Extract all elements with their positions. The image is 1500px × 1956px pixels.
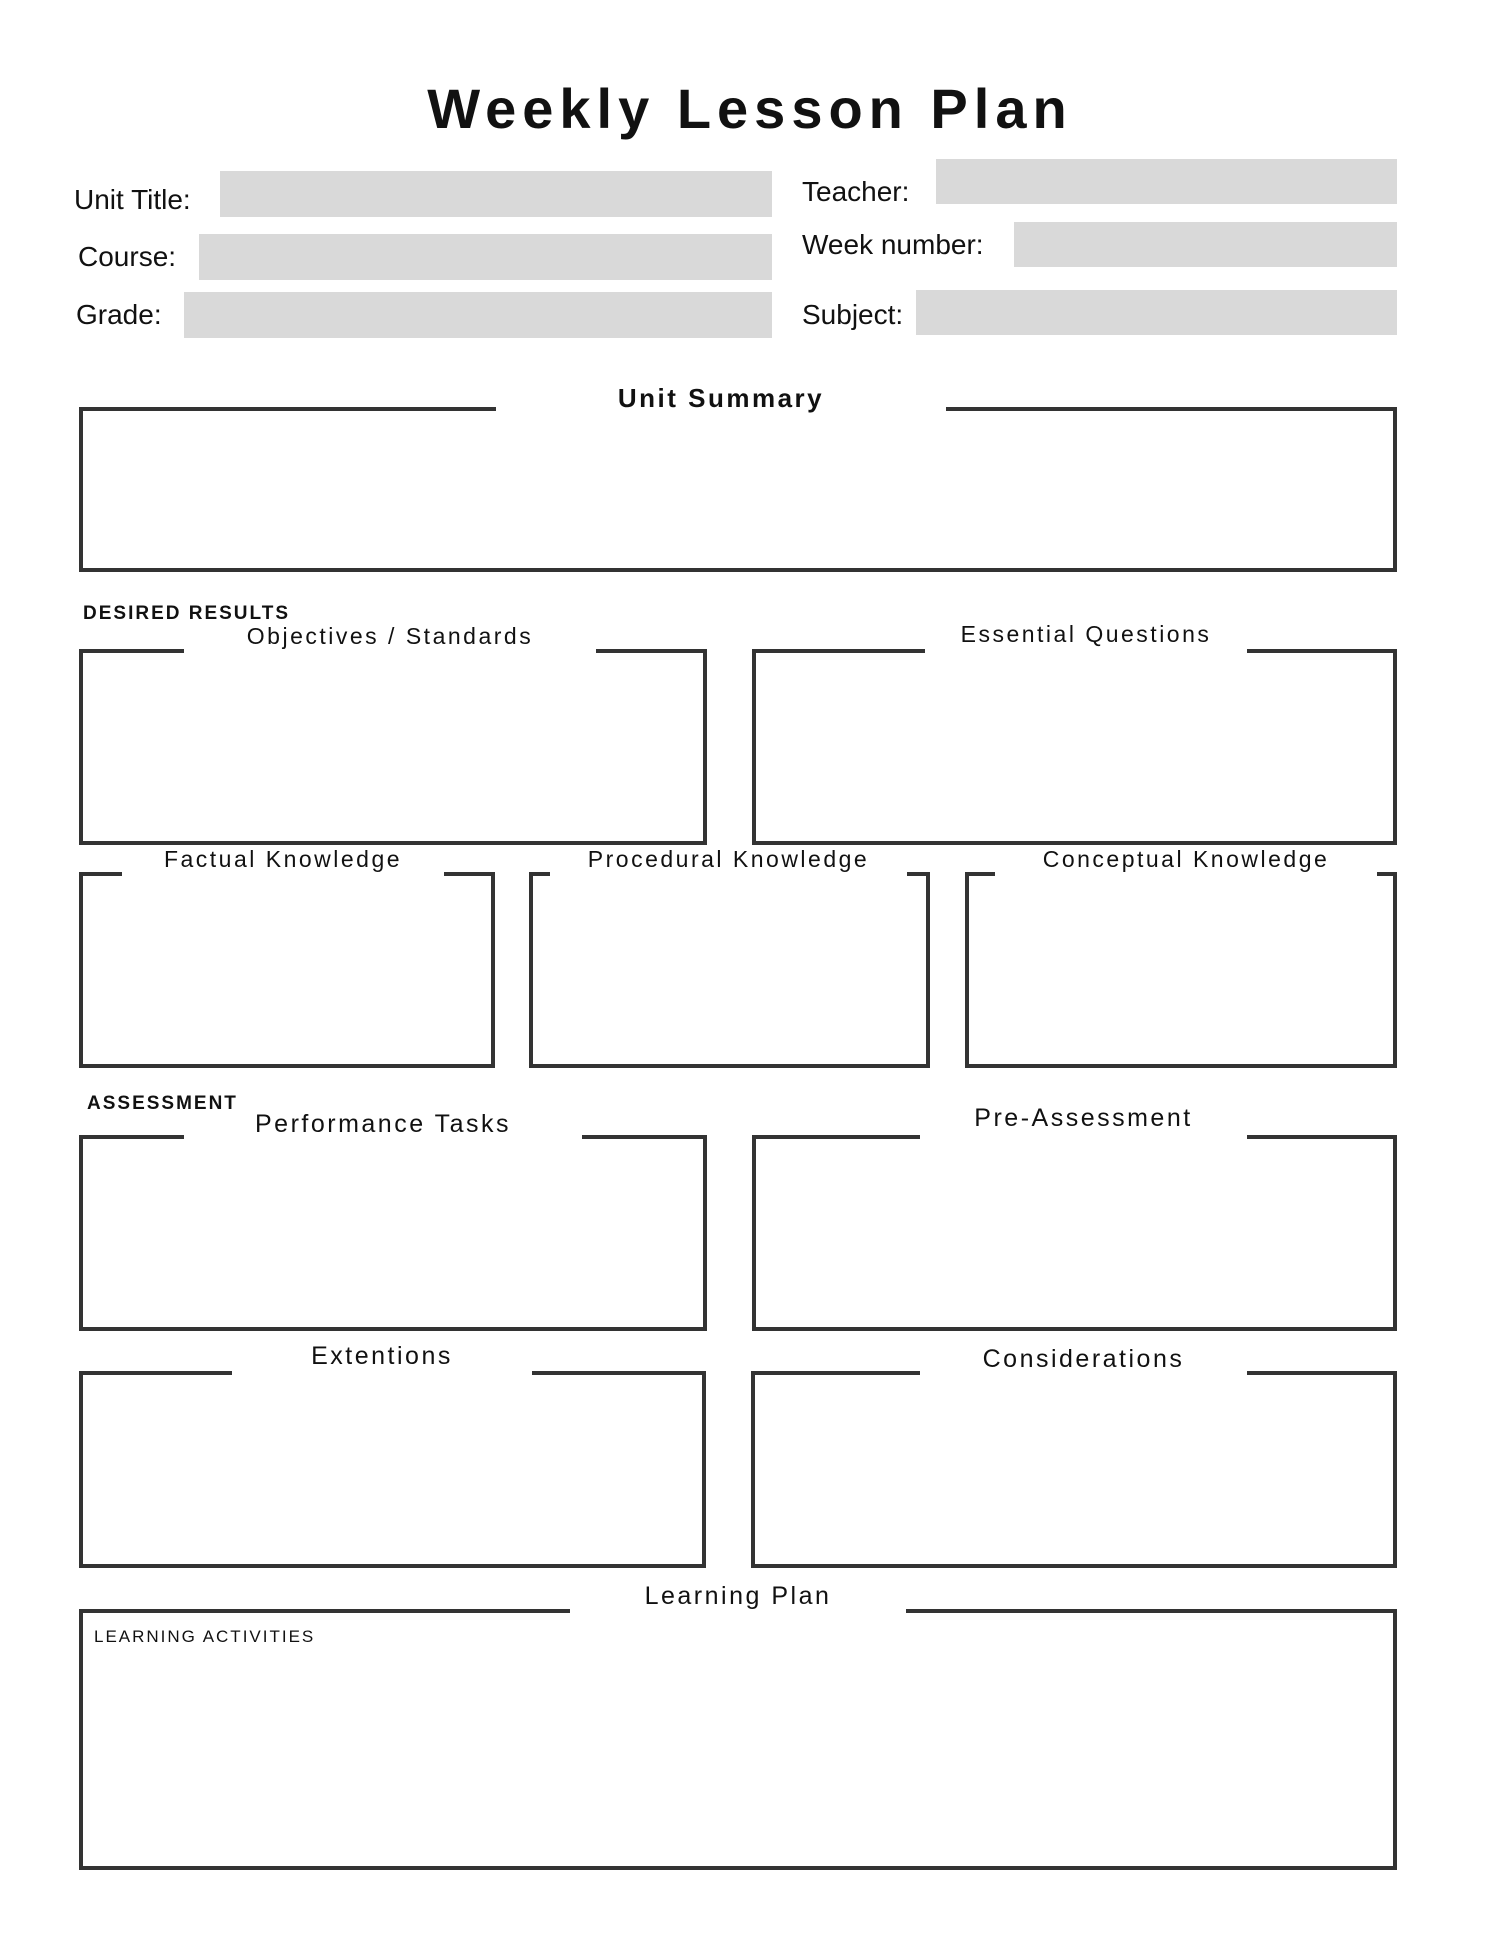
objectives-label: Objectives / Standards bbox=[246, 623, 534, 649]
learning-plan-label: Learning Plan bbox=[644, 1582, 832, 1610]
unit-summary-box[interactable] bbox=[79, 383, 1397, 572]
subject-field[interactable] bbox=[916, 290, 1397, 335]
essential-questions-label: Essential Questions bbox=[960, 621, 1212, 647]
objectives-box[interactable] bbox=[79, 623, 707, 845]
considerations-label: Considerations bbox=[982, 1345, 1185, 1373]
learning-activities-label: LEARNING ACTIVITIES bbox=[94, 1627, 316, 1646]
course-label: Course: bbox=[78, 241, 177, 272]
unit-title-field[interactable] bbox=[220, 171, 772, 217]
unit-summary-label: Unit Summary bbox=[617, 383, 825, 413]
unit-title-label: Unit Title: bbox=[74, 184, 191, 215]
essential-questions-box[interactable] bbox=[752, 621, 1397, 845]
teacher-field[interactable] bbox=[936, 159, 1397, 204]
teacher-label: Teacher: bbox=[802, 176, 910, 207]
conceptual-knowledge-label: Conceptual Knowledge bbox=[1042, 846, 1330, 872]
procedural-knowledge-label: Procedural Knowledge bbox=[587, 846, 870, 872]
factual-knowledge-label: Factual Knowledge bbox=[163, 846, 403, 872]
extentions-label: Extentions bbox=[311, 1342, 453, 1370]
pre-assessment-label: Pre-Assessment bbox=[974, 1104, 1193, 1132]
subject-label: Subject: bbox=[802, 299, 904, 330]
page-title: Weekly Lesson Plan bbox=[427, 77, 1073, 140]
performance-tasks-box[interactable] bbox=[79, 1110, 707, 1331]
pre-assessment-box[interactable] bbox=[752, 1104, 1397, 1331]
learning-plan-box[interactable] bbox=[79, 1582, 1397, 1870]
course-field[interactable] bbox=[199, 234, 772, 280]
performance-tasks-label: Performance Tasks bbox=[254, 1110, 511, 1138]
conceptual-knowledge-box[interactable] bbox=[965, 846, 1397, 1068]
assessment-heading: ASSESSMENT bbox=[87, 1093, 238, 1114]
desired-results-heading: DESIRED RESULTS bbox=[83, 603, 291, 624]
factual-knowledge-box[interactable] bbox=[79, 846, 495, 1068]
grade-field[interactable] bbox=[184, 292, 772, 338]
procedural-knowledge-box[interactable] bbox=[529, 846, 930, 1068]
extentions-box[interactable] bbox=[79, 1342, 706, 1568]
week-number-label: Week number: bbox=[802, 229, 984, 260]
considerations-box[interactable] bbox=[751, 1345, 1397, 1568]
week-number-field[interactable] bbox=[1014, 222, 1397, 267]
grade-label: Grade: bbox=[76, 299, 162, 330]
